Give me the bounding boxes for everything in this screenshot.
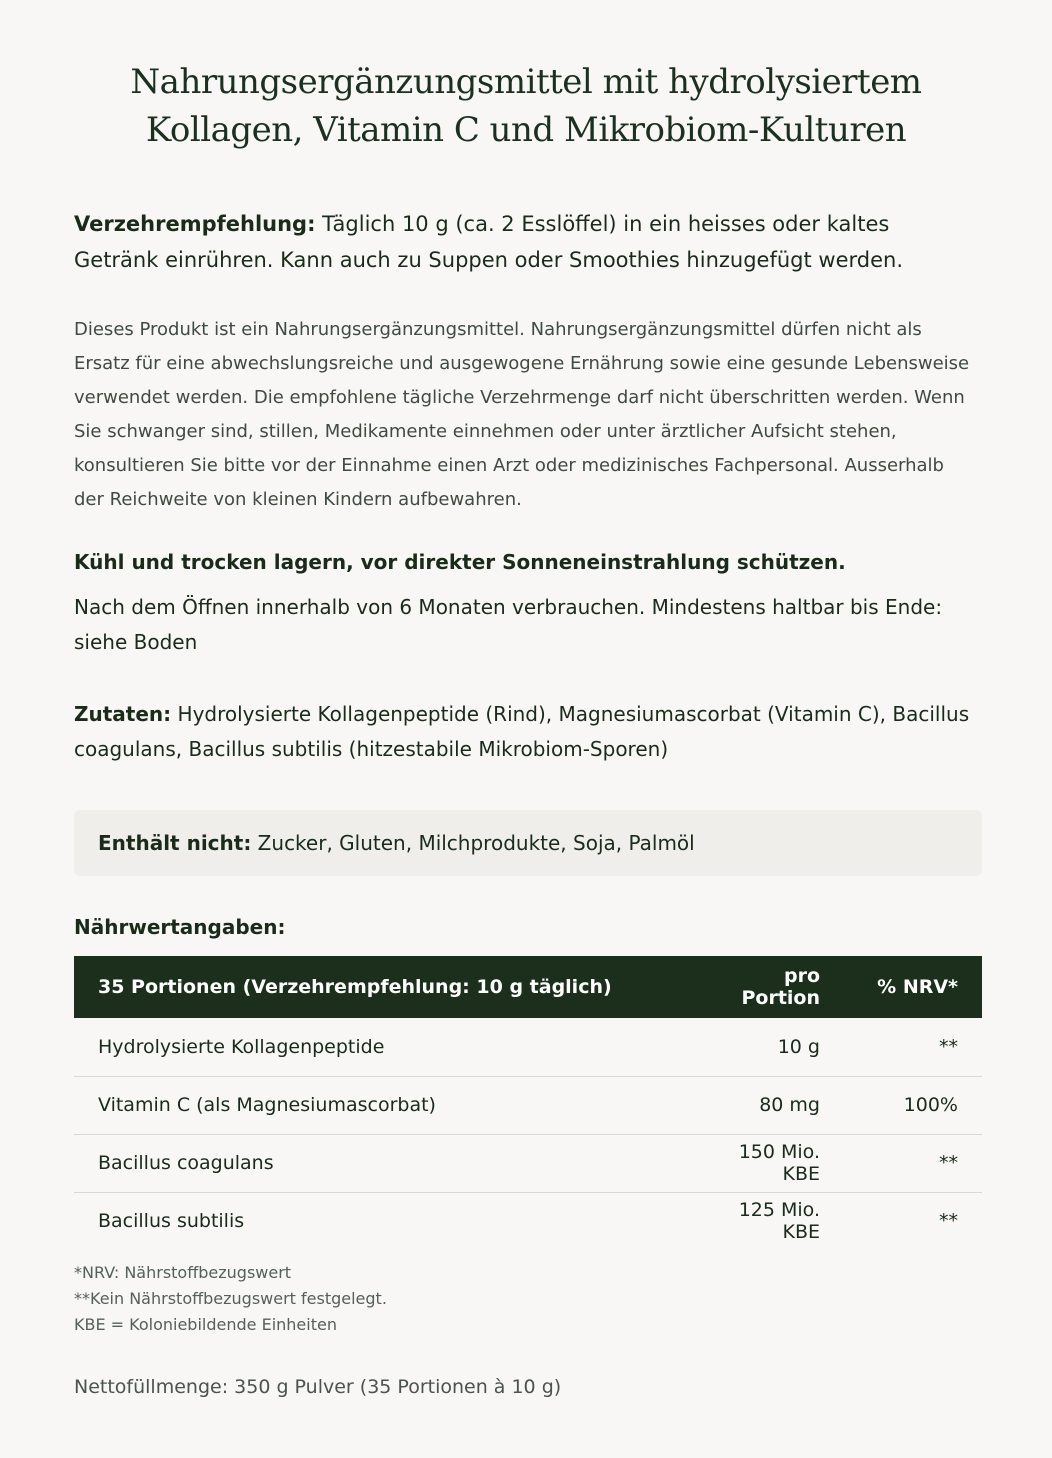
nutrition-heading: Nährwertangaben: <box>74 915 286 939</box>
header-portions: 35 Portionen (Verzehrempfehlung: 10 g täglich) <box>98 976 612 998</box>
nutrient-nrv: ** <box>844 1192 982 1250</box>
disclaimer-text: Dieses Produkt ist ein Nahrungsergänzungsmittel. Nahrungsergänzungsmittel dürfen nicht als Ersatz für eine abwechslungsreiche und ausgewogene Ernährung sowie eine gesunde Lebensweise verwendet werden. Die empfohlene tägliche Verzehrmenge darf nicht überschritten werden. Wenn Sie schwanger sind, stillen, Medikamente einnehmen oder unter ärztlicher Aufsicht stehen, konsultieren Sie bitte vor der Einnahme einen Arzt oder medizinisches Fachpersonal. Ausserhalb der Reichweite von kleinen Kindern aufbewahren. <box>74 319 970 510</box>
header-per-portion: pro Portion <box>741 965 820 1009</box>
storage-heading: Kühl und trocken lagern, vor direkter Sonneneinstrahlung schützen. <box>74 550 846 574</box>
ingredients-text: Hydrolysierte Kollagenpeptide (Rind), Magnesiumascorbat (Vitamin C), Bacillus coagulans, Bacillus subtilis (hitzestabile Mikrobiom-Sporen) <box>74 702 970 761</box>
usage-label: Verzehrempfehlung: <box>74 212 316 236</box>
free-from-label: Enthält nicht: <box>98 831 252 855</box>
title-line-2: Kollagen, Vitamin C und Mikrobiom-Kulturen <box>145 110 907 150</box>
table-row <box>74 1192 982 1250</box>
nutrient-amount: 125 Mio. KBE <box>682 1192 844 1250</box>
title-line-1: Nahrungsergänzungsmittel mit hydrolysiertem <box>130 62 922 102</box>
product-title <box>0 58 1052 154</box>
nutrient-name: Bacillus coagulans <box>74 1134 682 1192</box>
nutrition-table <box>74 956 982 1250</box>
nutrient-nrv: 100% <box>844 1076 982 1134</box>
usage-text: Täglich 10 g (ca. 2 Esslöffel) in ein heisses oder kaltes Getränk einrühren. Kann auch zu Suppen oder Smoothies hinzugefügt werden. <box>74 212 904 272</box>
footnote-no-nrv: **Kein Nährstoffbezugswert festgelegt. <box>74 1289 387 1308</box>
footnotes <box>74 1260 978 1338</box>
storage-text: Nach dem Öffnen innerhalb von 6 Monaten verbrauchen. Mindestens haltbar bis Ende: siehe Boden <box>74 595 943 654</box>
nutrient-nrv: ** <box>844 1134 982 1192</box>
nutrient-amount: 80 mg <box>682 1076 844 1134</box>
table-row <box>74 1134 982 1192</box>
footnote-nrv: *NRV: Nährstoffbezugswert <box>74 1263 292 1282</box>
nutrient-amount: 10 g <box>777 1035 820 1058</box>
free-from-box <box>74 810 982 876</box>
nutrient-nrv: ** <box>939 1035 958 1058</box>
ingredients <box>74 697 978 767</box>
free-from-text: Zucker, Gluten, Milchprodukte, Soja, Palmöl <box>251 831 695 855</box>
nutrient-amount: 150 Mio. KBE <box>682 1134 844 1192</box>
table-row <box>74 1076 982 1134</box>
net-quantity: Nettofüllmenge: 350 g Pulver (35 Portionen à 10 g) <box>74 1376 562 1398</box>
nutrient-name: Vitamin C (als Magnesiumascorbat) <box>74 1076 682 1134</box>
nutrient-name: Hydrolysierte Kollagenpeptide <box>98 1035 385 1058</box>
footnote-kbe: KBE = Koloniebildende Einheiten <box>74 1315 337 1334</box>
nutrient-name: Bacillus subtilis <box>74 1192 682 1250</box>
table-row <box>74 1018 982 1076</box>
usage-recommendation <box>74 206 978 278</box>
header-nrv: % NRV* <box>877 976 958 998</box>
ingredients-label: Zutaten: <box>74 702 172 726</box>
nutrition-table-header <box>74 956 982 1018</box>
